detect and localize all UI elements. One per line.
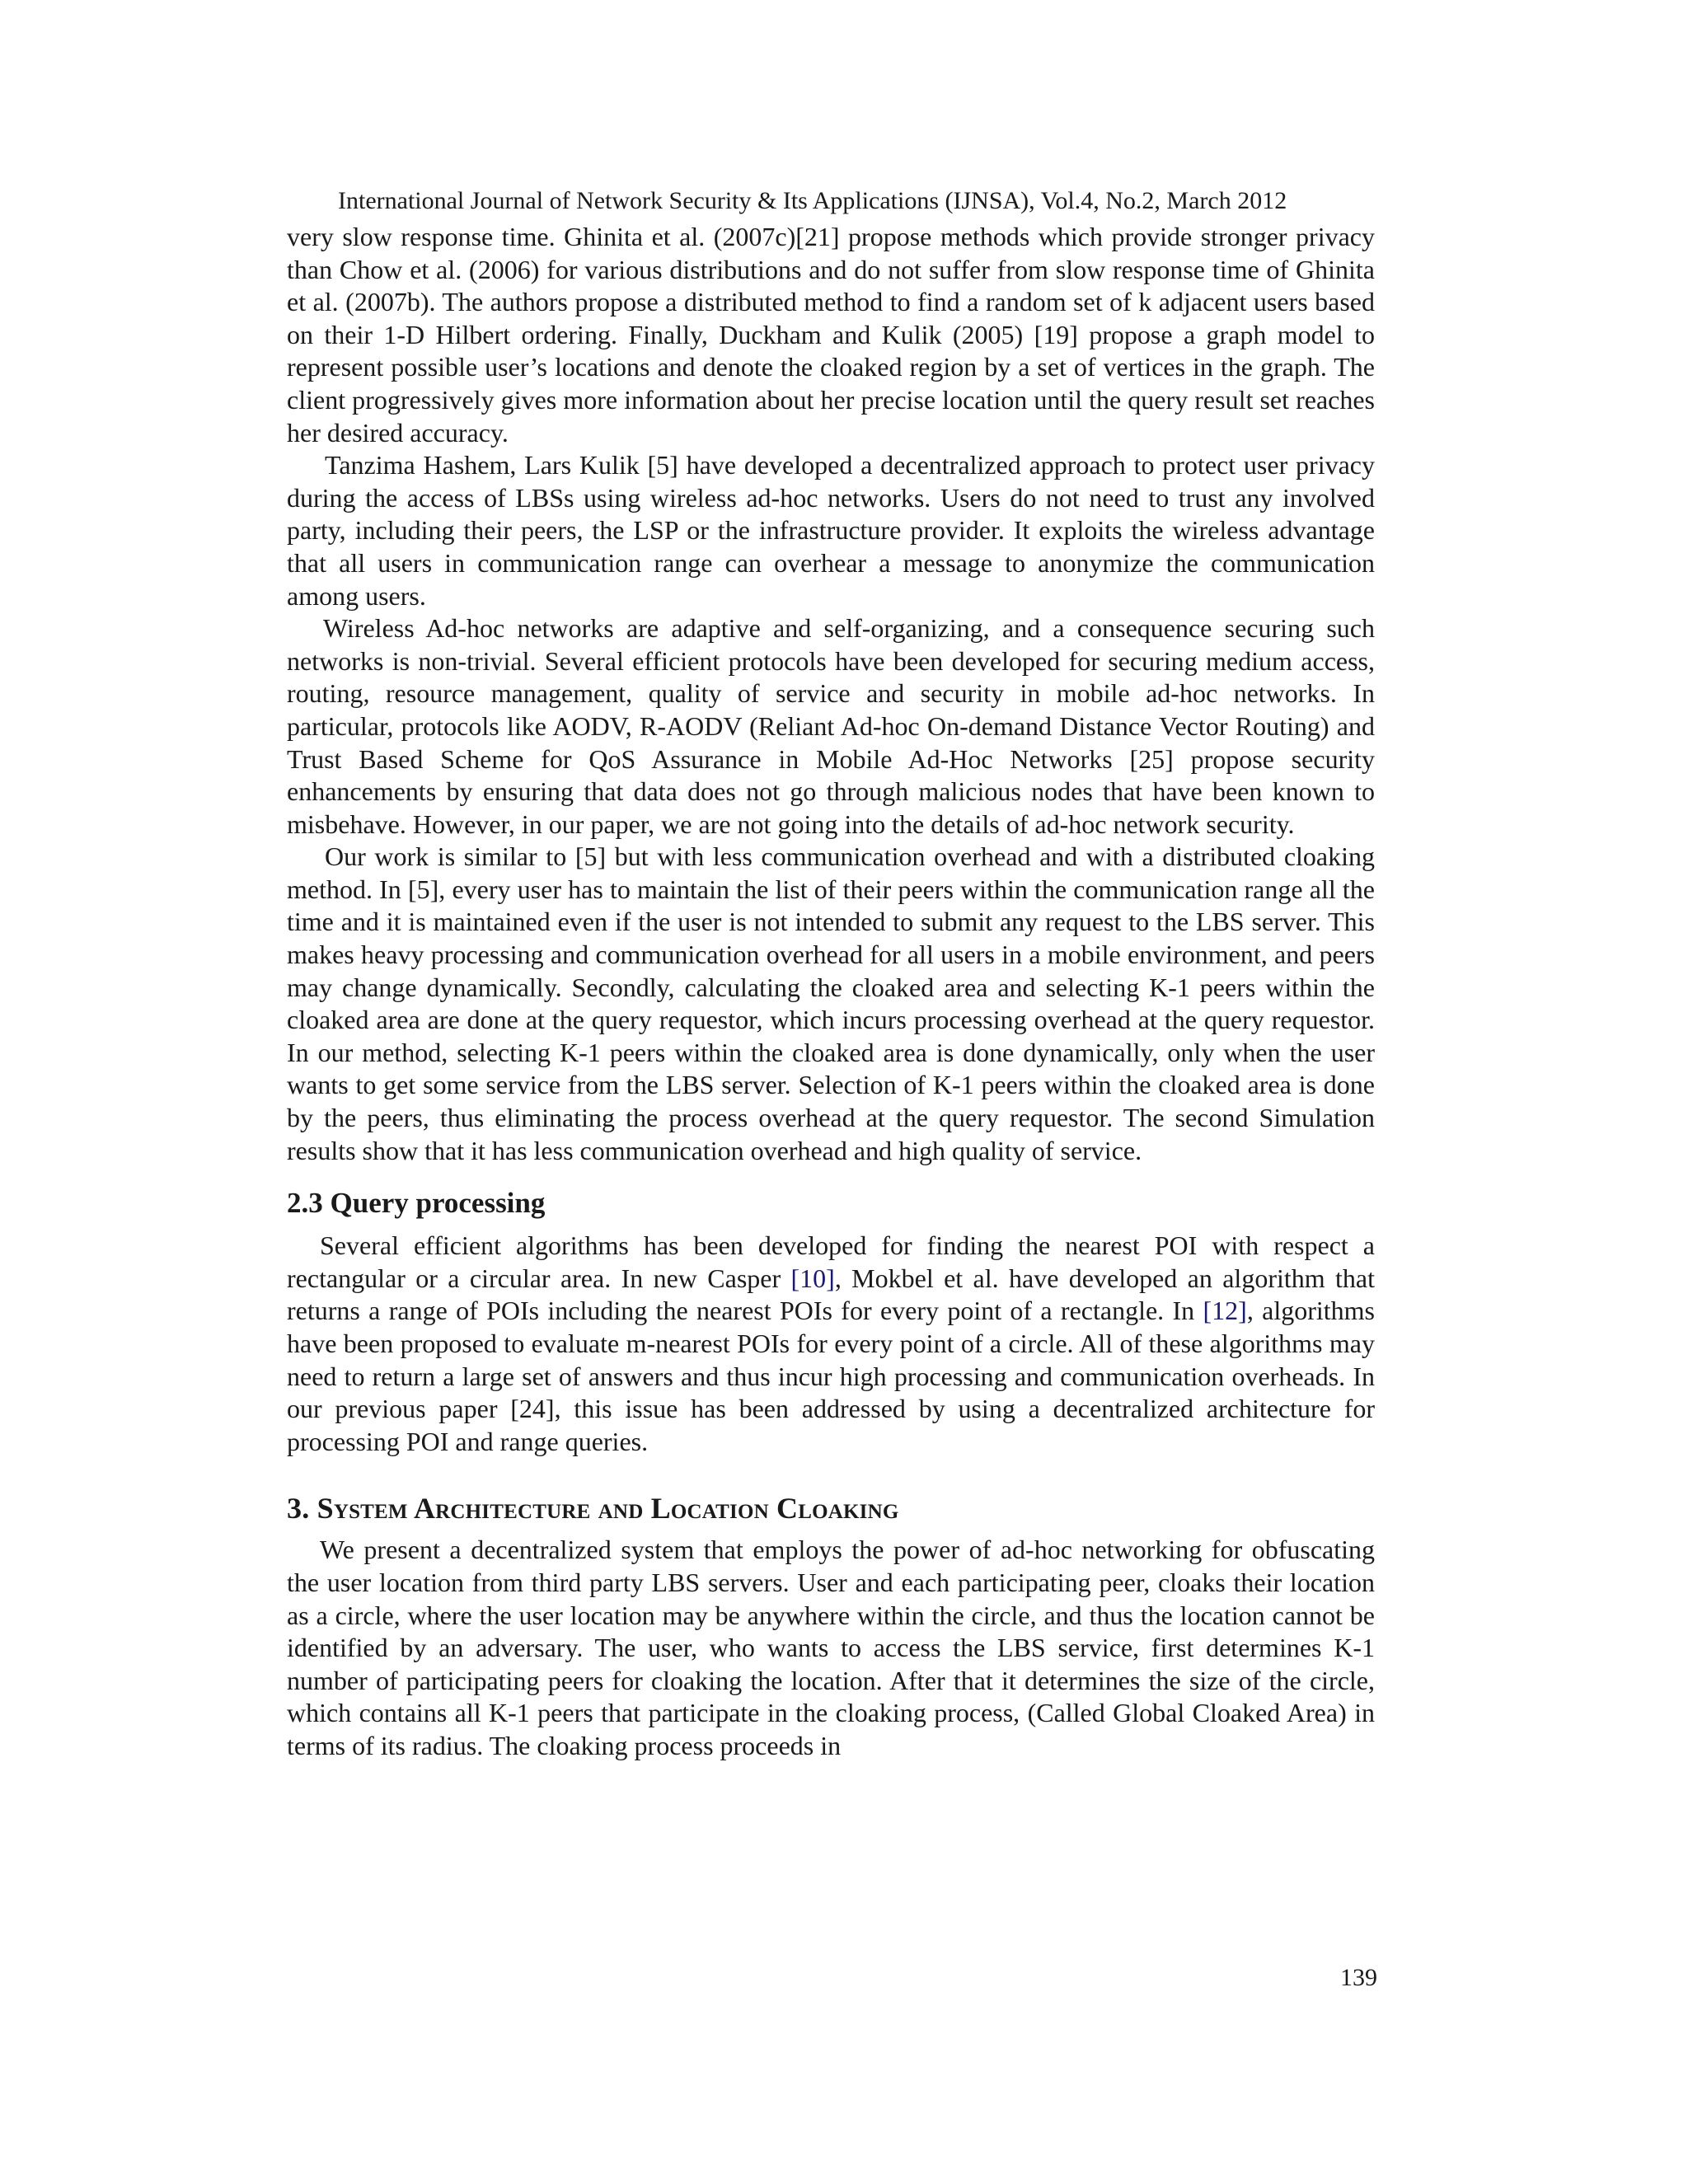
page-body bbox=[287, 221, 1375, 1763]
section-heading-system-architecture: 3. System Architecture and Location Cloaking bbox=[287, 1492, 899, 1526]
citation-link-10[interactable]: [10] bbox=[790, 1263, 835, 1293]
paragraph-system-architecture: We present a decentralized system that employs the power of ad-hoc networking for obfuscating the user location from third party LBS servers. User and each participating peer, cloaks their location as a circle, where the user location may be anywhere within the circle, and thus the location cannot be identified by an adversary. The user, who wants to access the LBS service, first determines K-1 number of participating peers for cloaking the location. After that it determines the size of the circle, which contains all K-1 peers that participate in the cloaking process, (Called Global Cloaked Area) in terms of its radius. The cloaking process proceeds in bbox=[287, 1535, 1375, 1760]
query-processing-text-c: , algorithms have been proposed to evaluate m-nearest POIs for every point of a circle. All of these algorithms may need to return a large set of answers and thus incur high processing and communication overheads. In our previous paper [24], this issue has been addressed by using a decentralized architecture for processing POI and range queries. bbox=[287, 1296, 1376, 1456]
query-processing-text-b: , Mokbel et al. have developed an algorithm that returns a range of POIs including the nearest POIs for every point of a rectangle. In bbox=[287, 1263, 1375, 1326]
paragraph-our-work: Our work is similar to [5] but with less communication overhead and with a distributed cloaking method. In [5], every user has to maintain the list of their peers within the communication range all the time and it is maintained even if the user is not intended to submit any request to the LBS server. This makes heavy processing and communication overhead for all users in a mobile environment, and peers may change dynamically. Secondly, calculating the cloaked area and selecting K-1 peers within the cloaked area are done at the query requestor, which incurs processing overhead at the query requestor. In our method, selecting K-1 peers within the cloaked area is done dynamically, only when the user wants to get some service from the LBS server. Selection of K-1 peers within the cloaked area is done by the peers, thus eliminating the process overhead at the query requestor. The second Simulation results show that it has less communication overhead and high quality of service. bbox=[287, 841, 1375, 1165]
citation-link-12[interactable]: [12] bbox=[1203, 1296, 1247, 1326]
paragraph-related-work-continued: very slow response time. Ghinita et al. (2007c)[21] propose methods which provide stronger privacy than Chow et al. (2006) for various distributions and do not suffer from slow response time of Ghinita et al. (2007b). The authors propose a distributed method to find a random set of k adjacent users based on their 1-D Hilbert ordering. Finally, Duckham and Kulik (2005) [19] propose a graph model to represent possible user’s locations and denote the cloaked region by a set of vertices in the graph. The client progressively gives more information about her precise location until the query result set reaches her desired accuracy. bbox=[287, 222, 1375, 448]
running-header: International Journal of Network Security & Its Applications (IJNSA), Vol.4, No.2, March 2012 bbox=[338, 187, 1287, 214]
paragraph-hashem-kulik: Tanzima Hashem, Lars Kulik [5] have developed a decentralized approach to protect user privacy during the access of LBSs using wireless ad-hoc networks. Users do not need to trust any involved party, including their peers, the LSP or the infrastructure provider. It exploits the wireless advantage that all users in communication range can overhear a message to anonymize the communication among users. bbox=[287, 450, 1375, 611]
paragraph-query-processing bbox=[287, 1230, 1375, 1458]
paragraph-adhoc-security: Wireless Ad-hoc networks are adaptive and self-organizing, and a consequence securing such networks is non-trivial. Several efficient protocols have been developed for securing medium access, routing, resource management, quality of service and security in mobile ad-hoc networks. In particular, protocols like AODV, R-AODV (Reliant Ad-hoc On-demand Distance Vector Routing) and Trust Based Scheme for QoS Assurance in Mobile Ad-Hoc Networks [25] propose security enhancements by ensuring that data does not go through malicious nodes that have been known to misbehave. However, in our paper, we are not going into the details of ad-hoc network security. bbox=[287, 613, 1375, 839]
page-number: 139 bbox=[1340, 1964, 1377, 1991]
subsection-heading-query-processing: 2.3 Query processing bbox=[287, 1187, 546, 1220]
query-processing-text-a: Several efficient algorithms has been developed for finding the nearest POI with respect a rectangular or a circular area. In new Casper bbox=[287, 1230, 1375, 1293]
